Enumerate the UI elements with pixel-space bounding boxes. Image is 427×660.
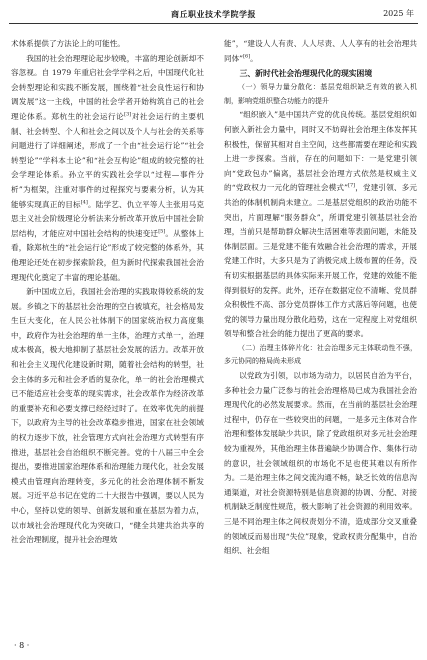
header-rule — [9, 23, 418, 24]
right-column — [224, 37, 417, 559]
page-number: · 8 · — [14, 641, 30, 650]
subsection-heading: （一）领导力量分散化：基层党组织缺乏有效的嵌入机制，影响党组织整合功能力的提升 — [224, 83, 417, 105]
paragraph: 术体系提供了方法论上的可能性。 — [11, 39, 125, 48]
citation: [3] — [124, 111, 132, 118]
paragraph: 能”，“建设人人有责、人人尽责、人人享有的社会治理共同体”[6]。 — [224, 39, 417, 63]
subsection-heading: （二）治理主体碎片化：社会治理多元主体联动性不强，多元协同的格局尚未形成 — [224, 343, 417, 366]
citation: [4] — [80, 199, 88, 205]
citation: [6] — [243, 53, 251, 60]
running-header — [9, 6, 418, 22]
paragraph: 以党政为引领，以市场为动力，以居民自治为平台，多种社会力量广泛参与的社会治理格局已成为我国社会治理现代化的必然发展要求。然而，在当前的基层社会治理过程中，仍存在一些较突出的问题，一是多元主体对合作治理和整体发展缺少共识，除了党政组织对多元社会治理较为重视外，其他治理主体普遍缺少协调合作、集体行动的意识，社会领域组织的市场化不足也使其难以有所作为。二是治理主体之间交流沟通不畅，缺乏长效的信息沟通渠道，对社会资源特别是信息资源的协调、分配、对接机制缺乏制度性规范，极大影响了社会资源的利用效率。三是不同治理主体之间权责划分不清，造成部分交叉重叠的领域反而易出现“失位”现象，党政权责分配集中，自治组织、社会组 — [224, 371, 417, 556]
paragraph: 新中国成立后，我国社会治理的实践取得较系统的发展。乡镇之下的基层社会治理的空白被填充，社会格局发生巨大变化，在人民公社体制下的国家统治权力高度集中，政府作为社会治理的单一主体，治理方式单一，治理成本极高，极大地抑制了基层社会发展的活力。改革开放和社会主义现代化建设新时期，随着社会结构的转型，社会主体的多元和社会矛盾的复杂化，单一的社会治理模式已不能适应社会变革的现实需求，社会改革作为经济改革的重要补充和必要支撑已经经过时了。在效率优先的前提下，以政府为主导的社会改革稳步推进，国家在社会领域的权力逐步下放，社会管理方式向社会治理方式转型有序推进，基层社会自治组织不断完善。党的十八届三中全会提出，要推进国家治理体系和治理能力现代化，社会发展模式由管理向治理转变，多元化的社会治理体制不断发展。习近平总书记在党的二十大报告中强调，要以人民为中心，坚持以党的领导、创新发展和重在基层为着力点，以市域社会治理现代化为突破口，“健全共建共治共享的社会治理制度，提升社会治理效 — [11, 287, 204, 545]
citation: [7] — [348, 182, 356, 189]
citation: [5] — [158, 228, 166, 235]
journal-title: 商丘职业技术学院学报 — [171, 9, 256, 19]
journal-year: 2025 年 — [383, 9, 414, 18]
section-heading: 三、新时代社会治理现代化的现实困境 — [239, 69, 373, 79]
paragraph: “组织嵌入”是中国共产党的优良传统。基层党组织如何嵌入新社会力量中，同时又不妨碍社会治理主体发挥其积极性，保留其相对自主空间，这些都需要在理论和实践上进一步探索。当前，存在的问题如下：一是党建引领向“党政包办”偏离，基层社会治理方式依然是权威主义的“党政权力一元化的管理社会模式”[7]，党建引领、多元共治的体制机制尚未建立。二是基层党组织的政治功能不突出，片面理解“服务群众”，所谓党建引领基层社会治理，当前只是帮助群众解决生活困难等表面问题，未能及体制层面。三是党建不能有效融合社会治理的需求，开展党建工作时，大多只是为了消极完成上级布置的任务，没有切实根据基层的具体实际来开展工作，党建的效能不能得到很好的发挥。此外，还存在数据定位不清晰、党员群众积极性不高、部分党员群体工作方式落后等问题，也使党的领导力量出现分散化趋势，这在一定程度上对党组织领导和整合社会的能力提出了更高的要求。 — [224, 110, 418, 339]
paragraph: 我国的社会治理理论起步较晚，丰富的理论创新却不容忽视。自 1979 年重启社会学学科之后，中国现代化社会转型理论和实践不断发展，围绕着“社会良性运行和协调发展”这一主线，中国的社会学者开始构筑自己的社会理论体系。郑杭生的社会运行论[3]对社会运行的主要机制、社会转型、个人和社会之间以及个人与社会的关系等问题进行了详细阐述，形成了一个由“社会运行论”“社会转型论”“学科本土论”和“社会互构论”组成的较完整的社会学理论体系。孙立平的实践社会学以“过程—事件分析”为框架，注重对事件的过程探究与要素分析，认为其能够实现真正的目标[4]。陆学艺、仇立平等人主张用马克思主义社会阶级理论分析法来分析改革开放后中国社会阶层结构，才能应对中国社会结构的快速变迁[5]。从整体上看，除郑杭生的“社会运行论”形成了较完整的体系外，其他理论还处在初步探索阶段，但为新时代探索我国社会治理现代化奠定了丰富的理论基础。 — [11, 53, 205, 282]
left-column — [11, 37, 204, 548]
